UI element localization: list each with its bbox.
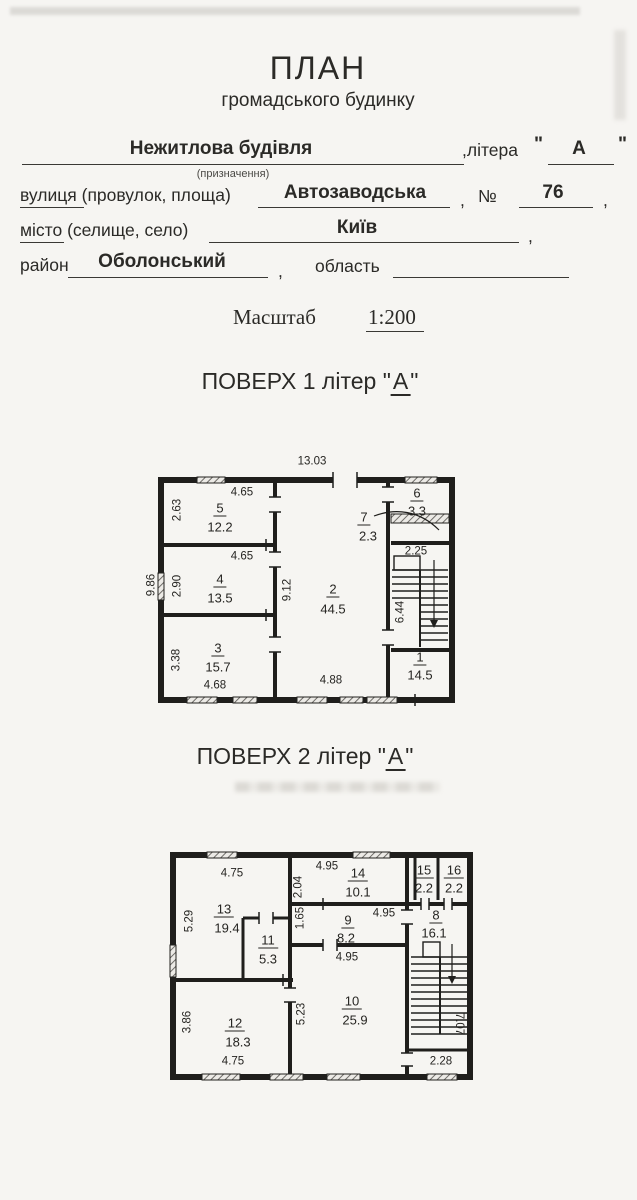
room-number: 15 xyxy=(414,864,434,879)
floor2-title-text: ПОВЕРХ 2 літер xyxy=(196,743,372,769)
room-number: 1 xyxy=(413,651,426,666)
floor1-title-quote-close: " xyxy=(410,368,419,394)
room-area: 12.2 xyxy=(207,519,233,535)
room-number: 10 xyxy=(342,995,362,1010)
windows xyxy=(158,477,437,703)
room-area: 2.2 xyxy=(444,880,464,896)
floor2-title-quote-open: " xyxy=(377,743,386,769)
room-area: 18.3 xyxy=(225,1034,251,1050)
dim-room3-width: 4.68 xyxy=(203,679,227,692)
room-area: 25.9 xyxy=(342,1012,368,1028)
room-area: 8.2 xyxy=(336,930,356,946)
scale-value: 1:200 xyxy=(368,305,416,329)
scan-edge-band-right xyxy=(614,30,626,120)
form-line-region xyxy=(393,277,569,278)
room-area: 13.5 xyxy=(207,590,233,606)
floor2-plan xyxy=(155,838,485,1098)
number-label: № xyxy=(478,186,497,206)
form-line-type xyxy=(22,164,464,165)
room-number: 11 xyxy=(258,934,278,949)
dim-room3-height: 3.38 xyxy=(170,648,183,672)
district-comma: , xyxy=(278,261,283,281)
room-number: 13 xyxy=(214,903,234,918)
dim-room13-height: 5.29 xyxy=(183,909,196,933)
dim-room2-height: 9.12 xyxy=(281,578,294,602)
form-line-litera xyxy=(548,164,614,165)
litera-close-quote: " xyxy=(618,134,628,155)
scale-label: Масштаб xyxy=(233,305,316,329)
room-number: 14 xyxy=(348,867,368,882)
floor1-title-quote-open: " xyxy=(382,368,391,394)
building-type-caption: (призначення) xyxy=(196,168,270,180)
dim-room12-height: 3.86 xyxy=(181,1010,194,1034)
street-label: вулиця (провулок, площа) xyxy=(20,185,231,205)
form-line-street xyxy=(258,207,450,208)
floor1-title-text: ПОВЕРХ 1 літер xyxy=(201,368,377,394)
room-area: 14.5 xyxy=(407,667,433,683)
scale-underline xyxy=(366,331,424,332)
district-value: Оболонський xyxy=(98,251,226,272)
dim-room14-height: 2.04 xyxy=(292,875,305,899)
street-comma: , xyxy=(460,190,465,210)
dim-stair-width: 2.25 xyxy=(404,545,428,558)
room-area: 19.4 xyxy=(214,920,240,936)
room-number: 9 xyxy=(341,914,354,929)
floor1-title-letter: А xyxy=(392,368,409,394)
room-number: 4 xyxy=(213,573,226,588)
floor1-title xyxy=(202,368,419,395)
room-area: 5.3 xyxy=(258,951,278,967)
dim-room5-width: 4.65 xyxy=(230,486,254,499)
room-number: 7 xyxy=(357,511,370,526)
city-label: місто (селище, село) xyxy=(20,220,189,240)
dim-room5-height: 2.63 xyxy=(171,498,184,522)
scan-edge-band xyxy=(10,7,580,15)
litera-value: А xyxy=(572,138,586,159)
room-number: 12 xyxy=(225,1017,245,1032)
litera-open-quote: " xyxy=(534,134,544,155)
floor2-title-quote-close: " xyxy=(405,743,414,769)
dim-room10-width: 4.95 xyxy=(335,951,359,964)
page-title: ПЛАН xyxy=(269,50,367,86)
dim-room9-width: 4.95 xyxy=(372,907,396,920)
floor2-title-letter: А xyxy=(387,743,404,769)
dim-total-height: 9.86 xyxy=(145,573,158,597)
dim-room10-height: 5.23 xyxy=(295,1002,308,1026)
dim-room12-width: 4.75 xyxy=(221,1055,245,1068)
dim-stair-height: 7.07 xyxy=(452,1012,465,1036)
room-area: 16.1 xyxy=(421,925,447,941)
dim-stair-height: 6.44 xyxy=(394,600,407,624)
room-number: 2 xyxy=(326,583,339,598)
street-value: Автозаводська xyxy=(283,182,427,203)
room-number: 3 xyxy=(211,642,224,657)
form-line-district xyxy=(68,277,268,278)
stair-direction-arrow xyxy=(448,976,456,984)
floor1-plan xyxy=(145,452,465,710)
room-number: 5 xyxy=(213,502,226,517)
dim-room4-width: 4.65 xyxy=(230,550,254,563)
room-area: 2.3 xyxy=(358,528,378,544)
floor2-title xyxy=(197,743,414,770)
region-label: область xyxy=(315,256,380,276)
room-area: 44.5 xyxy=(320,601,346,617)
number-comma: , xyxy=(603,190,608,210)
dim-room9-height: 1.65 xyxy=(294,906,307,930)
district-label: район xyxy=(20,255,69,275)
litera-label: ,літера xyxy=(462,140,518,160)
street-label-underline xyxy=(20,207,84,208)
room-number: 16 xyxy=(444,864,464,879)
scan-ghost-text xyxy=(235,782,440,792)
room-area: 10.1 xyxy=(345,884,371,900)
room-number: 6 xyxy=(410,487,423,502)
dim-total-width: 13.03 xyxy=(297,455,327,468)
dim-room13-width: 4.75 xyxy=(220,867,244,880)
dim-stair-width: 2.28 xyxy=(429,1055,453,1068)
room-area: 15.7 xyxy=(205,659,231,675)
room-number: 8 xyxy=(429,909,442,924)
dim-room14-width: 4.95 xyxy=(315,860,339,873)
page-subtitle: громадського будинку xyxy=(221,90,415,111)
city-label-underline xyxy=(20,242,64,243)
dim-room2-width: 4.88 xyxy=(319,674,343,687)
building-type-value: Нежитлова будівля xyxy=(129,138,313,159)
city-value: Київ xyxy=(336,217,378,238)
room-area: 2.2 xyxy=(414,880,434,896)
city-comma: , xyxy=(528,226,533,246)
number-value: 76 xyxy=(542,182,564,203)
stair-direction-arrow xyxy=(430,620,438,628)
form-line-number xyxy=(519,207,593,208)
form-line-city xyxy=(209,242,519,243)
room-area: 3.3 xyxy=(407,503,427,519)
dim-room4-height: 2.90 xyxy=(171,574,184,598)
